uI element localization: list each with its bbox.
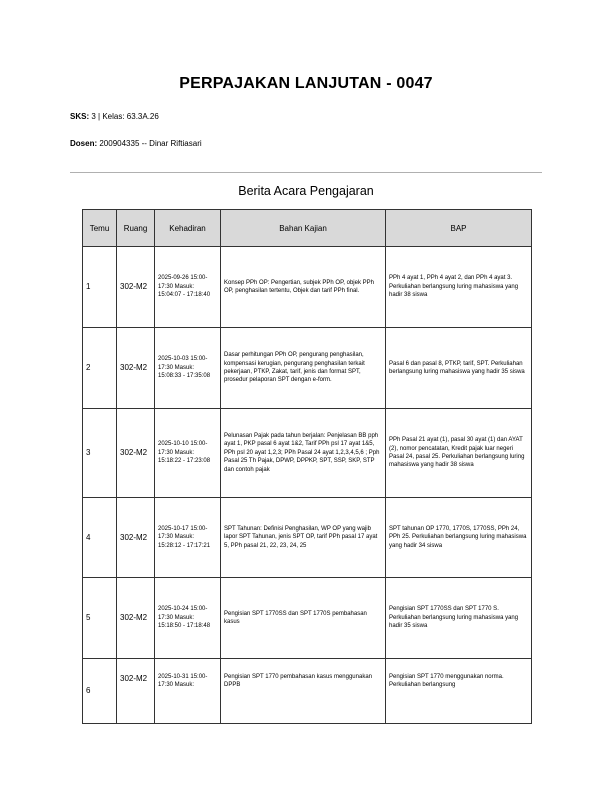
sks-label: SKS: xyxy=(70,112,90,121)
cell-bap: PPh Pasal 21 ayat (1), pasal 30 ayat (1) dan AYAT (2), nomor pencatatan, Kredit pajak luar negeri Pasal 24, pasal 25. Perkuliahan berlangsung luring mahasiswa yang hadir 38 siswa xyxy=(386,409,532,498)
cell-kehadiran: 2025-10-17 15:00-17:30 Masuk: 15:28:12 - 17:17:21 xyxy=(155,498,221,578)
cell-temu: 2 xyxy=(83,328,117,409)
cell-ruang: 302-M2 xyxy=(117,498,155,578)
sks-value: 3 | Kelas: 63.3A.26 xyxy=(91,112,159,121)
header-kehadiran: Kehadiran xyxy=(155,210,221,247)
table-row xyxy=(83,328,532,409)
cell-kehadiran: 2025-10-31 15:00-17:30 Masuk: xyxy=(155,659,221,724)
cell-ruang: 302-M2 xyxy=(117,659,155,724)
course-title: PERPAJAKAN LANJUTAN - 0047 xyxy=(179,75,433,92)
cell-bap: Pengisian SPT 1770SS dan SPT 1770 S. Perkuliahan berlangsung luring mahasiswa yang hadir 35 siswa xyxy=(386,578,532,659)
header-ruang: Ruang xyxy=(117,210,155,247)
header-temu: Temu xyxy=(83,210,117,247)
table-row xyxy=(83,498,532,578)
cell-bahan-kajian: Pengisian SPT 1770 pembahasan kasus menggunakan DPPB xyxy=(221,659,386,724)
cell-bahan-kajian: Dasar perhitungan PPh OP, pengurang penghasilan, kompensasi kerugian, pengurang penghasilan terkait pekerjaan, PTKP, Zakat, tarif, jenis dan format SPT, prosedur pelaporan SPT dengan e-form. xyxy=(221,328,386,409)
cell-kehadiran: 2025-10-24 15:00-17:30 Masuk: 15:18:50 - 17:18:48 xyxy=(155,578,221,659)
cell-ruang: 302-M2 xyxy=(117,409,155,498)
table-row xyxy=(83,247,532,328)
cell-temu: 3 xyxy=(83,409,117,498)
cell-ruang: 302-M2 xyxy=(117,578,155,659)
cell-ruang: 302-M2 xyxy=(117,247,155,328)
cell-kehadiran: 2025-10-10 15:00-17:30 Masuk: 15:18:22 - 17:23:08 xyxy=(155,409,221,498)
table-row xyxy=(83,409,532,498)
cell-bahan-kajian: SPT Tahunan: Definisi Penghasilan, WP OP yang wajib lapor SPT Tahunan, jenis SPT OP, tarif PPh pasal 17 ayat 5, PPh pasal 21, 22, 23, 24, 25 xyxy=(221,498,386,578)
cell-temu: 6 xyxy=(83,659,117,724)
table-row xyxy=(83,659,532,724)
table-header-row xyxy=(83,210,532,247)
cell-bap: Pasal 6 dan pasal 8, PTKP, tarif, SPT. Perkuliahan berlangsung luring mahasiswa yang hadir 35 siswa xyxy=(386,328,532,409)
cell-kehadiran: 2025-09-26 15:00-17:30 Masuk: 15:04:07 - 17:18:40 xyxy=(155,247,221,328)
cell-ruang: 302-M2 xyxy=(117,328,155,409)
table-row xyxy=(83,578,532,659)
cell-bap: Pengisian SPT 1770 menggunakan norma. Perkuliahan berlangsung xyxy=(386,659,532,724)
cell-kehadiran: 2025-10-03 15:00-17:30 Masuk: 15:08:33 - 17:35:08 xyxy=(155,328,221,409)
dosen-line xyxy=(70,139,202,148)
divider xyxy=(70,172,542,173)
cell-bap: PPh 4 ayat 1, PPh 4 ayat 2, dan PPh 4 ayat 3. Perkuliahan berlangsung luring mahasiswa yang hadir 38 siswa xyxy=(386,247,532,328)
cell-bahan-kajian: Pengisian SPT 1770SS dan SPT 1770S pembahasan kasus xyxy=(221,578,386,659)
section-title: Berita Acara Pengajaran xyxy=(238,184,374,198)
header-bap: BAP xyxy=(386,210,532,247)
bap-table xyxy=(82,209,532,724)
cell-bap: SPT tahunan OP 1770, 1770S, 1770SS, PPh 24, PPh 25. Perkuliahan berlangsung luring mahasiswa yang hadir 34 siswa xyxy=(386,498,532,578)
dosen-label: Dosen: xyxy=(70,139,98,148)
cell-temu: 4 xyxy=(83,498,117,578)
cell-bahan-kajian: Pelunasan Pajak pada tahun berjalan: Penjelasan BB pph ayat 1, PKP pasal 6 ayat 1&2, Tarif PPh psl 17 ayat 1&5, PPh psl 20 ayat 1,2,3; PPh Pasal 24 ayat 1,2,3,4,5,6 ; Pph Pasal 25 Th Pajak, DPWP, DPPKP, SPT, SSP, SKP, STP dan contoh pajak xyxy=(221,409,386,498)
dosen-value: 200904335 -- Dinar Riftiasari xyxy=(99,139,202,148)
cell-temu: 1 xyxy=(83,247,117,328)
cell-bahan-kajian: Konsep PPh OP: Pengertian, subjek PPh OP, objek PPh OP, penghasilan tertentu, Objek dan tarif PPh final. xyxy=(221,247,386,328)
header-bahan-kajian: Bahan Kajian xyxy=(221,210,386,247)
sks-line xyxy=(70,112,159,121)
cell-temu: 5 xyxy=(83,578,117,659)
